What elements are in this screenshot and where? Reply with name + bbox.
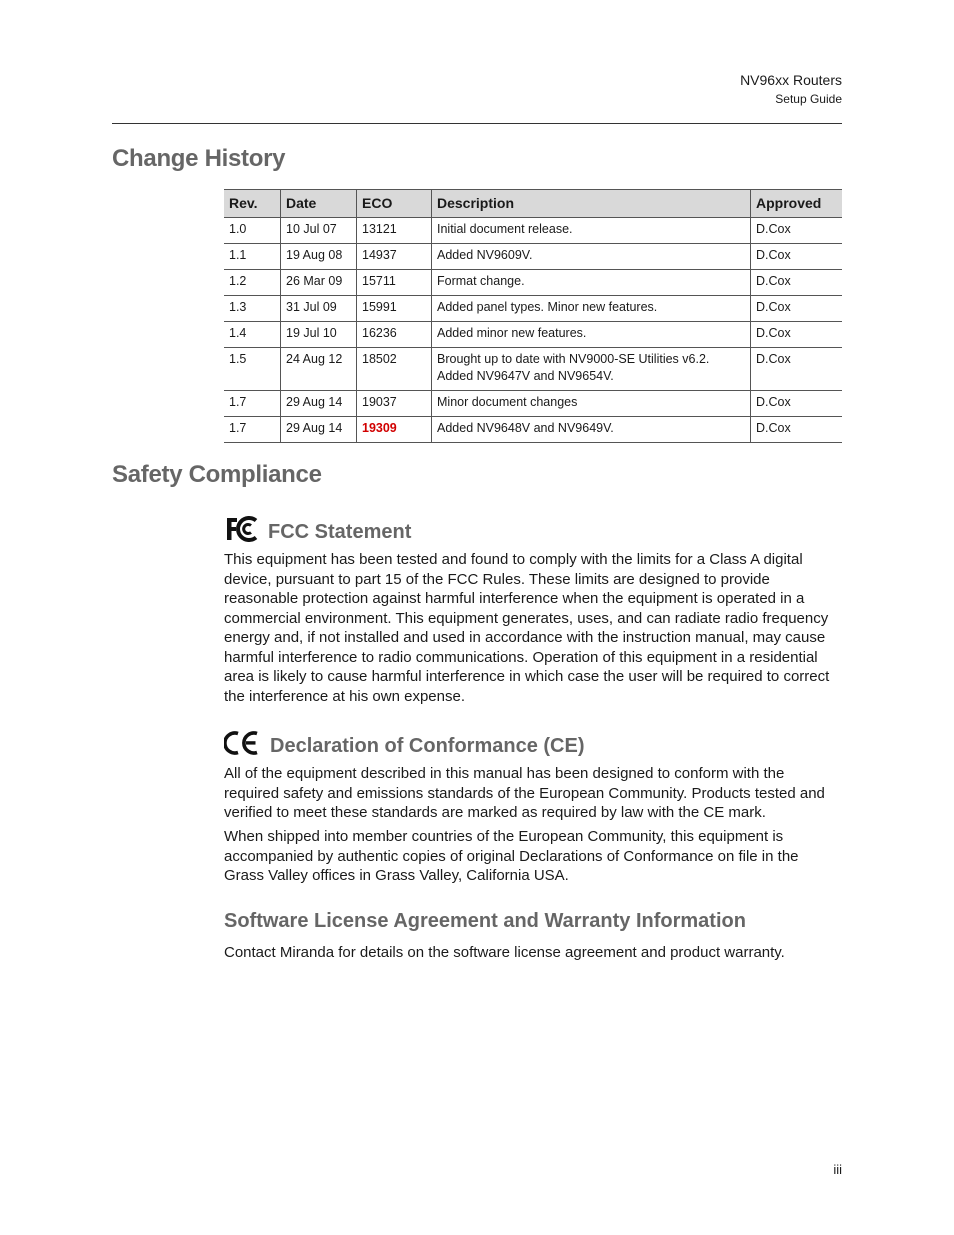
cell-date: 31 Jul 09	[281, 296, 357, 322]
table-row	[224, 391, 842, 417]
page-number: iii	[833, 1162, 842, 1177]
ce-paragraph-1: All of the equipment described in this manual has been designed to conform with the required safety and emissions standards of the European Community. Products tested and verified to meet these standards are marked as required by law with the CE mark.	[224, 765, 825, 821]
cell-rev: 1.4	[224, 322, 281, 348]
fcc-statement-text: This equipment has been tested and found to comply with the limits for a Class A digital device, pursuant to part 15 of the FCC Rules. These limits are designed to provide reasonable protection against harmful interference when the equipment is operated in a commercial environment. This equipment generates, uses, and can radiate radio frequency energy and, if not installed and used in accordance with the instruction manual, may cause harmful interference to radio communications. Operation of this equipment in a residential area is likely to cause harmful interference in which case the user will be required to correct the interference at his own expense.	[224, 551, 830, 705]
col-description-header: Description	[432, 190, 751, 218]
cell-approved: D.Cox	[751, 391, 843, 417]
cell-approved: D.Cox	[751, 270, 843, 296]
cell-description: Added panel types. Minor new features.	[432, 296, 751, 322]
col-eco-header: ECO	[357, 190, 432, 218]
cell-description	[432, 348, 751, 391]
ce-paragraph-2: When shipped into member countries of the European Community, this equipment is accompanied by authentic copies of original Declarations of Conformance on file in the Grass Valley offices in Grass Valley, California USA.	[224, 828, 799, 884]
fcc-heading-text: FCC Statement	[268, 520, 412, 543]
cell-approved: D.Cox	[751, 296, 843, 322]
cell-date: 19 Jul 10	[281, 322, 357, 348]
table-row	[224, 296, 842, 322]
cell-description: Minor document changes	[432, 391, 751, 417]
cell-eco: 15991	[357, 296, 432, 322]
cell-eco-highlighted: 19309	[357, 417, 432, 443]
col-approved-header: Approved	[751, 190, 843, 218]
fcc-logo-icon	[224, 516, 258, 548]
cell-eco: 16236	[357, 322, 432, 348]
cell-description-line2: Added NV9647V and NV9654V.	[437, 369, 614, 383]
cell-approved: D.Cox	[751, 244, 843, 270]
cell-approved: D.Cox	[751, 348, 843, 391]
cell-approved: D.Cox	[751, 218, 843, 244]
cell-rev: 1.2	[224, 270, 281, 296]
cell-description: Format change.	[432, 270, 751, 296]
cell-date: 19 Aug 08	[281, 244, 357, 270]
ce-heading	[224, 730, 584, 762]
table-row	[224, 322, 842, 348]
cell-description: Added NV9609V.	[432, 244, 751, 270]
table-row	[224, 270, 842, 296]
table-row	[224, 218, 842, 244]
cell-approved: D.Cox	[751, 417, 843, 443]
software-license-text: Contact Miranda for details on the software license agreement and product warranty.	[224, 944, 785, 961]
cell-description-line1: Brought up to date with NV9000-SE Utilities v6.2.	[437, 352, 710, 366]
cell-description: Initial document release.	[432, 218, 751, 244]
safety-compliance-title: Safety Compliance	[112, 461, 322, 488]
table-header-row	[224, 190, 842, 218]
cell-date: 26 Mar 09	[281, 270, 357, 296]
header-rule	[112, 123, 842, 124]
header-product: NV96xx Routers	[740, 72, 842, 88]
fcc-heading	[224, 516, 411, 548]
cell-date: 29 Aug 14	[281, 417, 357, 443]
cell-eco: 18502	[357, 348, 432, 391]
cell-date: 29 Aug 14	[281, 391, 357, 417]
table-row	[224, 348, 842, 391]
change-history-title: Change History	[112, 145, 286, 172]
cell-date: 24 Aug 12	[281, 348, 357, 391]
cell-rev: 1.5	[224, 348, 281, 391]
cell-eco: 14937	[357, 244, 432, 270]
cell-eco: 19037	[357, 391, 432, 417]
change-history-table	[224, 189, 842, 443]
running-header	[740, 71, 842, 107]
ce-heading-text: Declaration of Conformance (CE)	[270, 734, 585, 757]
software-license-heading: Software License Agreement and Warranty Information	[224, 910, 746, 932]
ce-mark-icon	[224, 730, 260, 762]
cell-rev: 1.1	[224, 244, 281, 270]
cell-approved: D.Cox	[751, 322, 843, 348]
cell-date: 10 Jul 07	[281, 218, 357, 244]
cell-eco: 13121	[357, 218, 432, 244]
cell-rev: 1.7	[224, 417, 281, 443]
table-row	[224, 244, 842, 270]
cell-rev: 1.3	[224, 296, 281, 322]
cell-rev: 1.7	[224, 391, 281, 417]
cell-description: Added minor new features.	[432, 322, 751, 348]
cell-rev: 1.0	[224, 218, 281, 244]
table-row	[224, 417, 842, 443]
cell-description: Added NV9648V and NV9649V.	[432, 417, 751, 443]
col-date-header: Date	[281, 190, 357, 218]
cell-eco: 15711	[357, 270, 432, 296]
col-rev-header: Rev.	[224, 190, 281, 218]
header-guide: Setup Guide	[775, 92, 842, 106]
